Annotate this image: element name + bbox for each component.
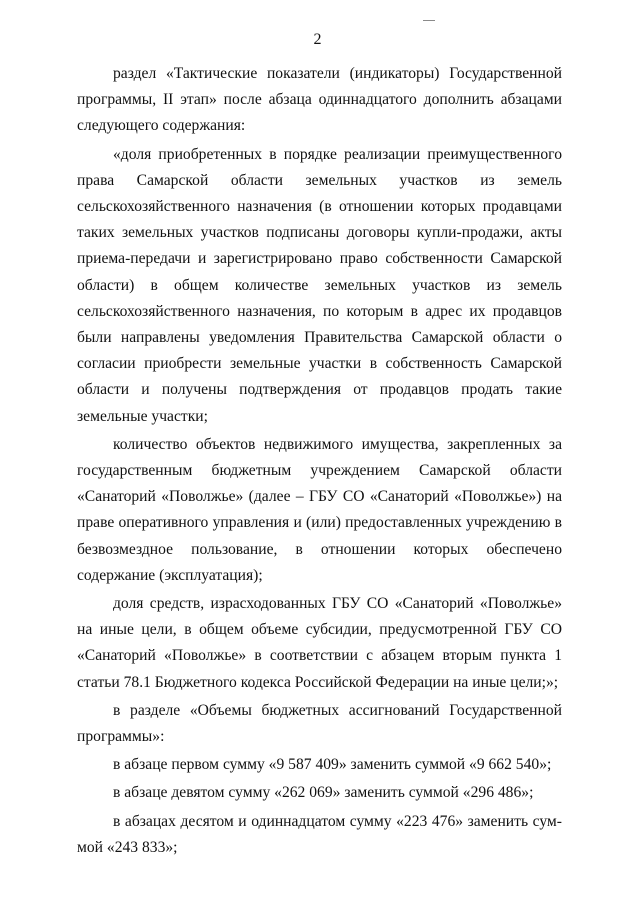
paragraph-budget-section: в разделе «Объемы бюджетных ассигнований Государственной программы»: xyxy=(77,701,562,746)
paragraph-amendment-tenth-eleventh: в абзацах десятом и одиннадцатом сумму «223 476» заменить суммой «243 833»; xyxy=(77,812,562,856)
paragraph-funds-share-indicator: доля средств, израсходованных ГБУ СО «Санаторий «Поволжье» на иные цели, в общем объеме субсидии, предусмотренной ГБУ СО «Санаторий «Поволжье» в соответствии с абзацем вторым пункта 1 статьи 78.1 Бюджетного кодекса Российской Федерации на иные цели;»; xyxy=(77,595,562,691)
paragraph-amendment-first: в абзаце первом сумму «9 587 409» заменить суммой «9 662 540»; xyxy=(113,756,552,774)
paragraph-land-share-indicator: «доля приобретенных в порядке реализации преимущественного права Самарской области земельных участков из земель сельскохозяйственного назначения (в отношении которых продавцами таких земельных участков подписаны договоры купли-продажи, акты приема-передачи и зарегистрировано право собственности Самарской области) в общем количестве земельных участков из земель сельскохозяйственного назначения, по которым в адрес их продавцов были направлены уведомления Правительства Самарской области о согласии приобрести земельные участки в собственность Самарской области и получены подтверждения от продавцов продать такие земельные участки; xyxy=(77,145,562,425)
document-body xyxy=(77,61,562,861)
scan-mark xyxy=(423,20,435,21)
page-number: 2 xyxy=(313,31,322,48)
paragraph-section-indicators: раздел «Тактические показатели (индикаторы) Государственной программы, II этап» после абзаца одиннадцатого дополнить абзацами следующего содержания: xyxy=(77,65,562,135)
paragraph-amendment-ninth: в абзаце девятом сумму «262 069» заменить суммой «296 486»; xyxy=(113,784,534,802)
paragraph-property-objects-indicator: количество объектов недвижимого имущества, закрепленных за государственным бюджетным учреждением Самарской области «Санаторий «Поволжье» (далее – ГБУ СО «Санаторий «Поволжье») на праве оперативного управления и (или) предоставленных учреждению в безвозмездное пользование, в отношении которых обеспечено содержание (эксплуатация); xyxy=(77,435,562,584)
